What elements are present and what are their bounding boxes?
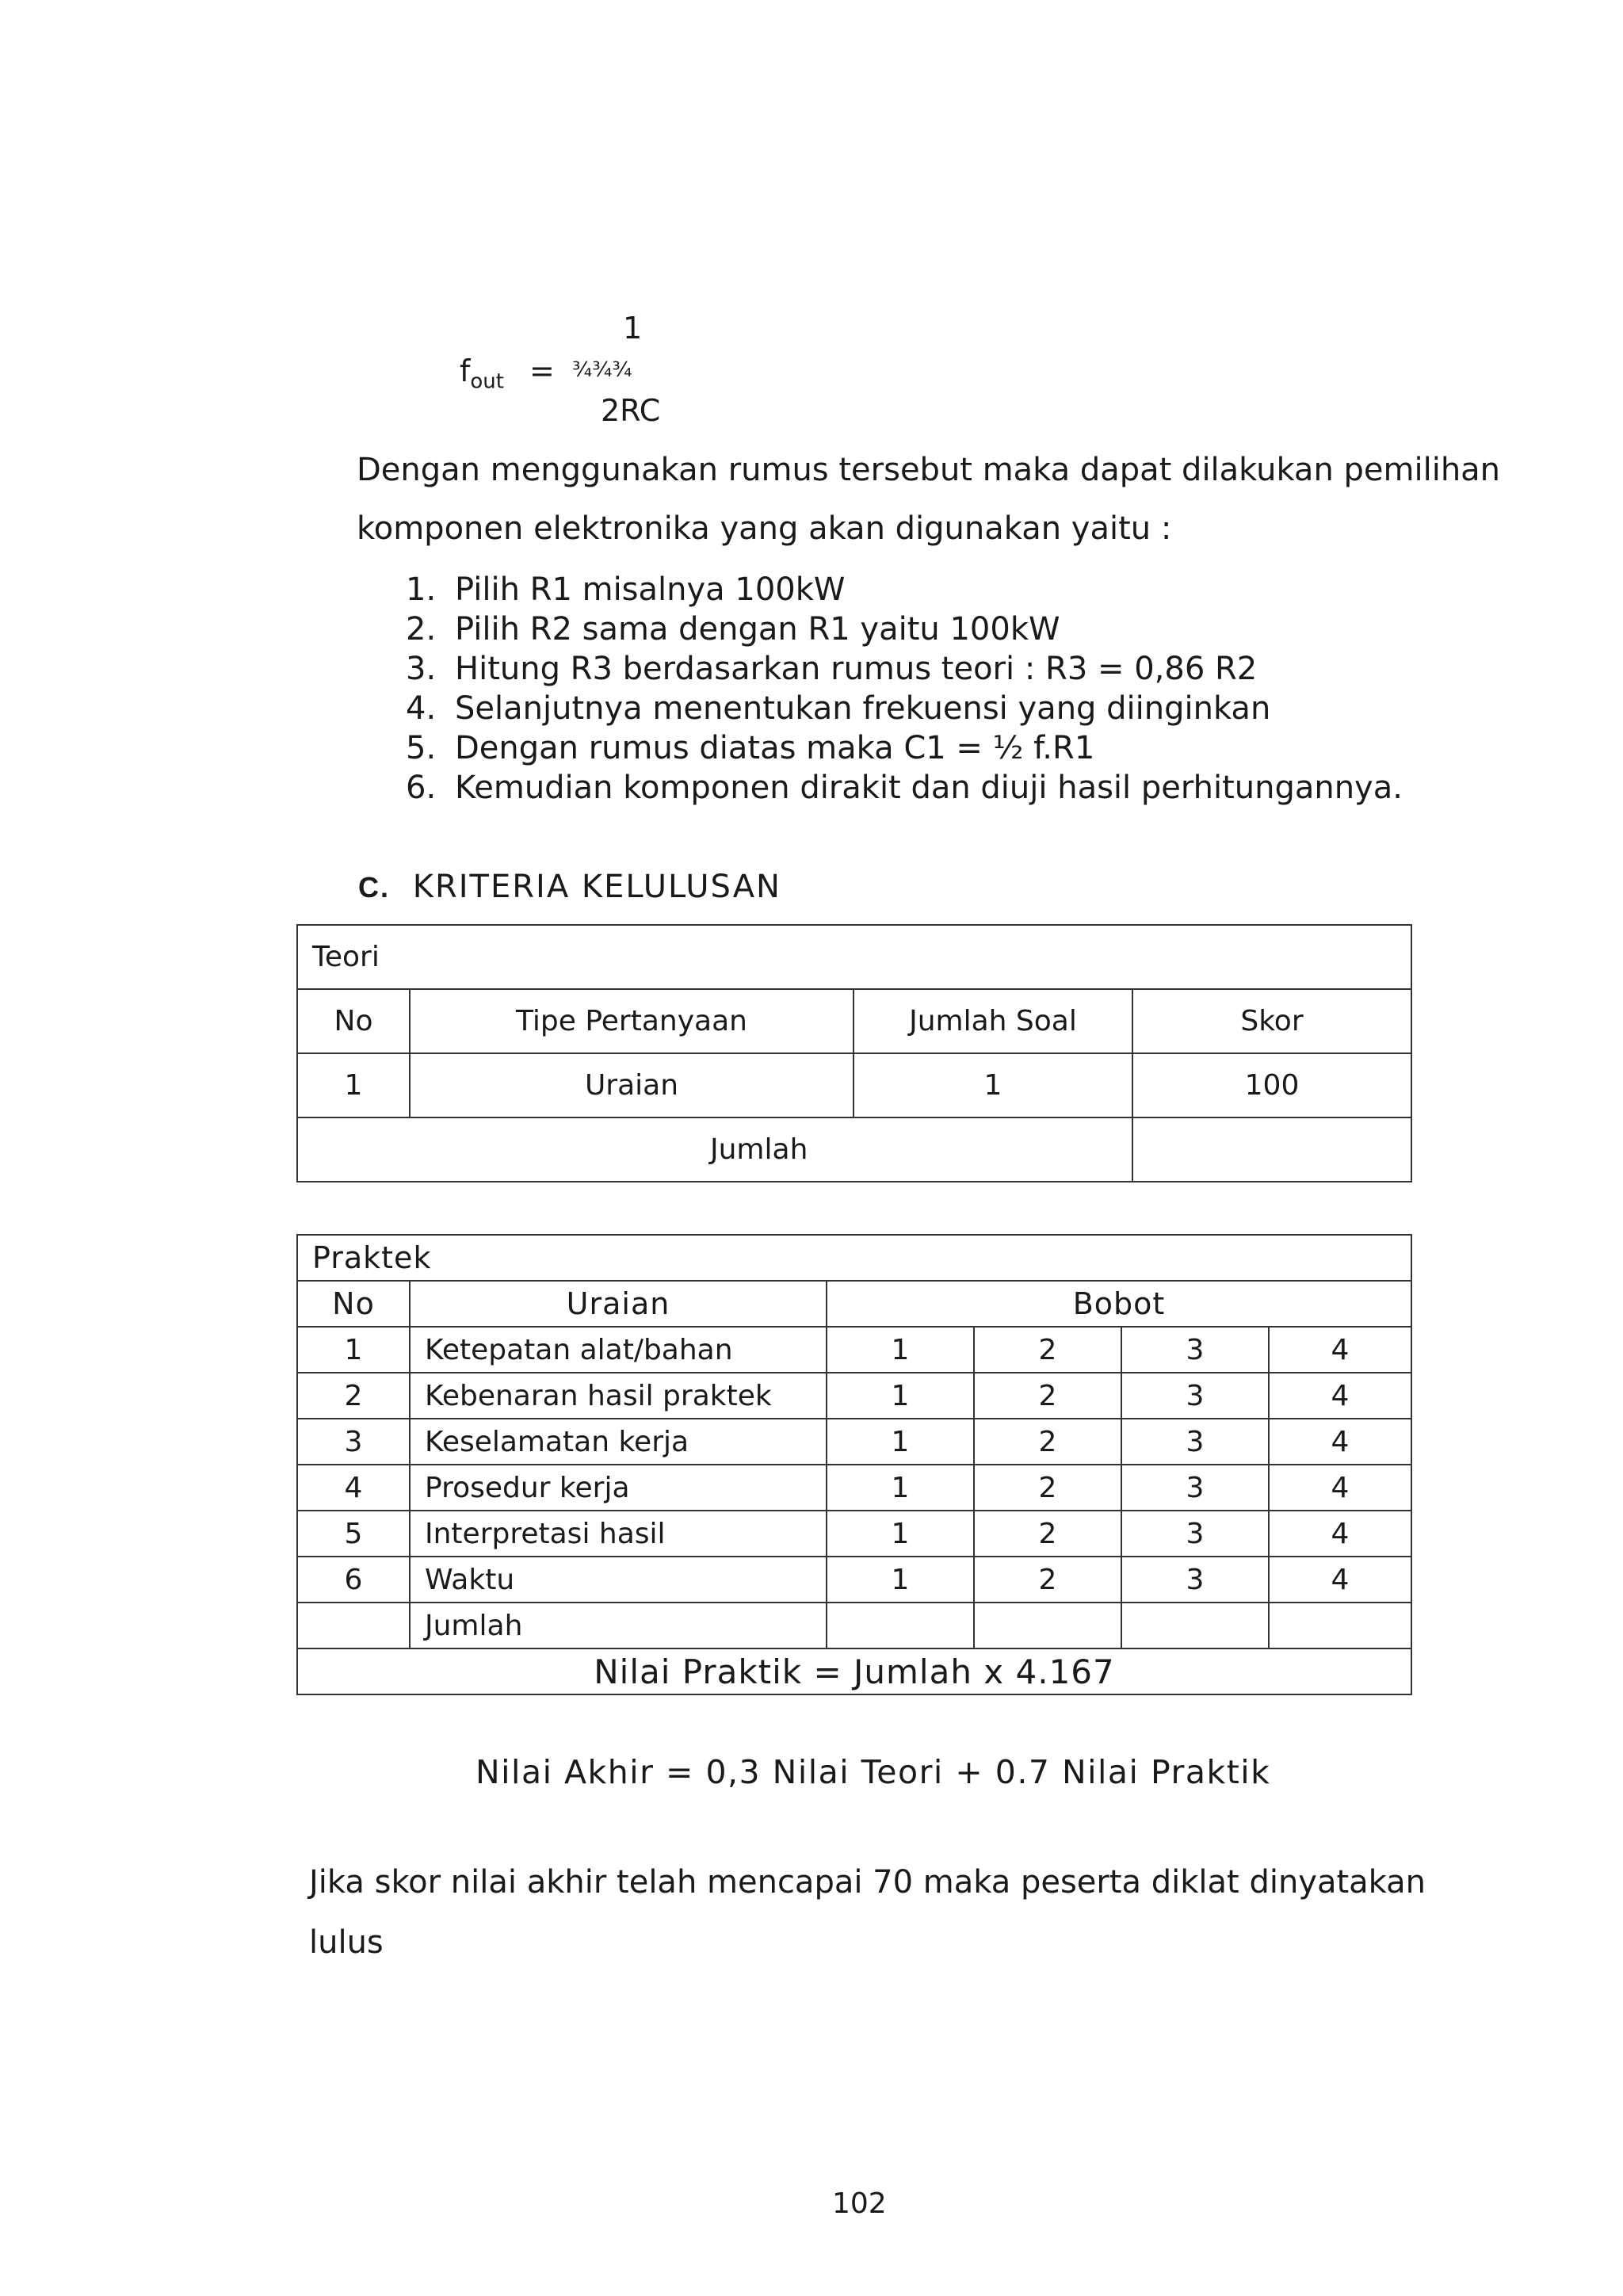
section-heading bbox=[358, 869, 781, 905]
table-cell: 4 bbox=[1269, 1557, 1411, 1603]
table-cell: 1 bbox=[827, 1419, 974, 1465]
praktek-total-label: Jumlah bbox=[410, 1603, 827, 1648]
nilai-akhir-formula: Nilai Akhir = 0,3 Nilai Teori + 0.7 Nilai Praktik bbox=[475, 1753, 1271, 1791]
table-header: No bbox=[297, 989, 410, 1053]
table-cell: 3 bbox=[1121, 1511, 1269, 1557]
table-row bbox=[297, 1373, 1411, 1419]
table-cell: 2 bbox=[974, 1373, 1121, 1419]
list-item-number: 3. bbox=[406, 651, 437, 687]
list-item-number: 4. bbox=[406, 690, 437, 727]
table-cell: 1 bbox=[827, 1465, 974, 1511]
list-item-text: Pilih R2 sama dengan R1 yaitu 100kW bbox=[455, 611, 1060, 648]
table-row bbox=[297, 1053, 1411, 1117]
table-row bbox=[297, 1465, 1411, 1511]
list-item-text: Hitung R3 berdasarkan rumus teori : R3 = 0,86 R2 bbox=[455, 651, 1258, 687]
table-cell: 1 bbox=[827, 1557, 974, 1603]
list-item-text: Pilih R1 misalnya 100kW bbox=[455, 571, 846, 608]
table-cell: 4 bbox=[1269, 1465, 1411, 1511]
formula-denominator: 2RC bbox=[601, 393, 661, 428]
table-cell: 4 bbox=[1269, 1327, 1411, 1373]
intro-line-1: Dengan menggunakan rumus tersebut maka dapat dilakukan pemilihan bbox=[357, 452, 1501, 488]
formula-lhs-sub: out bbox=[470, 369, 504, 394]
table-header: Skor bbox=[1132, 989, 1411, 1053]
table-cell: 2 bbox=[974, 1327, 1121, 1373]
table-cell: 1 bbox=[827, 1511, 974, 1557]
table-cell: 3 bbox=[1121, 1465, 1269, 1511]
closing-line-2: lulus bbox=[309, 1924, 384, 1961]
table-cell: 3 bbox=[1121, 1373, 1269, 1419]
list-item-text: Kemudian komponen dirakit dan diuji hasil perhitungannya. bbox=[455, 770, 1403, 806]
table-cell: 6 bbox=[297, 1557, 410, 1603]
table-cell: 4 bbox=[1269, 1419, 1411, 1465]
list-item-number: 6. bbox=[406, 770, 437, 806]
table-cell bbox=[1121, 1603, 1269, 1648]
list-item bbox=[406, 651, 1436, 690]
section-title: KRITERIA KELULUSAN bbox=[412, 869, 781, 905]
list-item-text: Selanjutnya menentukan frekuensi yang diinginkan bbox=[455, 690, 1271, 727]
table-cell: Waktu bbox=[410, 1557, 827, 1603]
table-cell: Ketepatan alat/bahan bbox=[410, 1327, 827, 1373]
section-letter: C. bbox=[358, 871, 390, 904]
praktek-header-row bbox=[297, 1281, 1411, 1327]
list-item bbox=[406, 571, 1436, 611]
table-cell: 1 bbox=[827, 1327, 974, 1373]
list-item bbox=[406, 611, 1436, 651]
table-cell: Interpretasi hasil bbox=[410, 1511, 827, 1557]
table-cell bbox=[974, 1603, 1121, 1648]
teori-total-label: Jumlah bbox=[297, 1117, 1132, 1182]
table-cell: 1 bbox=[297, 1053, 410, 1117]
table-cell: Keselamatan kerja bbox=[410, 1419, 827, 1465]
praktek-title: Praktek bbox=[297, 1235, 1411, 1281]
table-cell: 100 bbox=[1132, 1053, 1411, 1117]
table-cell: 2 bbox=[297, 1373, 410, 1419]
table-cell bbox=[1269, 1603, 1411, 1648]
table-row bbox=[297, 1511, 1411, 1557]
teori-total-value bbox=[1132, 1117, 1411, 1182]
list-item-number: 5. bbox=[406, 730, 437, 766]
praktek-nilai-row bbox=[297, 1648, 1411, 1694]
table-cell: 2 bbox=[974, 1511, 1121, 1557]
formula-numerator: 1 bbox=[623, 311, 643, 346]
table-cell: 3 bbox=[1121, 1419, 1269, 1465]
list-item-number: 2. bbox=[406, 611, 437, 648]
table-row bbox=[297, 1557, 1411, 1603]
table-header: Bobot bbox=[827, 1281, 1411, 1327]
table-cell: 1 bbox=[827, 1373, 974, 1419]
table-cell: Prosedur kerja bbox=[410, 1465, 827, 1511]
teori-title: Teori bbox=[297, 925, 1411, 989]
table-cell: 2 bbox=[974, 1557, 1121, 1603]
list-item bbox=[406, 730, 1436, 770]
table-cell: 5 bbox=[297, 1511, 410, 1557]
table-cell: 2 bbox=[974, 1419, 1121, 1465]
table-cell: 1 bbox=[854, 1053, 1132, 1117]
table-cell bbox=[297, 1603, 410, 1648]
intro-line-2: komponen elektronika yang akan digunakan yaitu : bbox=[357, 510, 1172, 547]
formula-fraction-bar: ¾¾¾ bbox=[572, 358, 632, 382]
formula-lhs bbox=[460, 353, 504, 394]
table-cell: Uraian bbox=[410, 1053, 854, 1117]
table-cell bbox=[827, 1603, 974, 1648]
list-item bbox=[406, 770, 1436, 809]
table-cell: 4 bbox=[297, 1465, 410, 1511]
list-item-text: Dengan rumus diatas maka C1 = ½ f.R1 bbox=[455, 730, 1095, 766]
table-cell: 4 bbox=[1269, 1511, 1411, 1557]
table-header: Jumlah Soal bbox=[854, 989, 1132, 1053]
table-cell: 1 bbox=[297, 1327, 410, 1373]
table-cell: 3 bbox=[297, 1419, 410, 1465]
list-item bbox=[406, 690, 1436, 730]
table-cell: 3 bbox=[1121, 1327, 1269, 1373]
table-cell: 3 bbox=[1121, 1557, 1269, 1603]
table-header: No bbox=[297, 1281, 410, 1327]
teori-table bbox=[296, 924, 1412, 1182]
teori-header-row bbox=[297, 989, 1411, 1053]
praktek-nilai-formula: Nilai Praktik = Jumlah x 4.167 bbox=[297, 1648, 1411, 1694]
praktek-total-row bbox=[297, 1603, 1411, 1648]
table-row bbox=[297, 1419, 1411, 1465]
table-cell: Kebenaran hasil praktek bbox=[410, 1373, 827, 1419]
page-number: 102 bbox=[832, 2187, 887, 2220]
table-header: Tipe Pertanyaan bbox=[410, 989, 854, 1053]
praktek-table bbox=[296, 1234, 1412, 1695]
table-header: Uraian bbox=[410, 1281, 827, 1327]
table-row bbox=[297, 1327, 1411, 1373]
list-item-number: 1. bbox=[406, 571, 437, 608]
closing-line-1: Jika skor nilai akhir telah mencapai 70 maka peserta diklat dinyatakan bbox=[309, 1864, 1426, 1901]
teori-total-row bbox=[297, 1117, 1411, 1182]
formula-lhs-base: f bbox=[460, 353, 471, 388]
table-cell: 4 bbox=[1269, 1373, 1411, 1419]
formula-equals: = bbox=[529, 353, 555, 388]
table-cell: 2 bbox=[974, 1465, 1121, 1511]
